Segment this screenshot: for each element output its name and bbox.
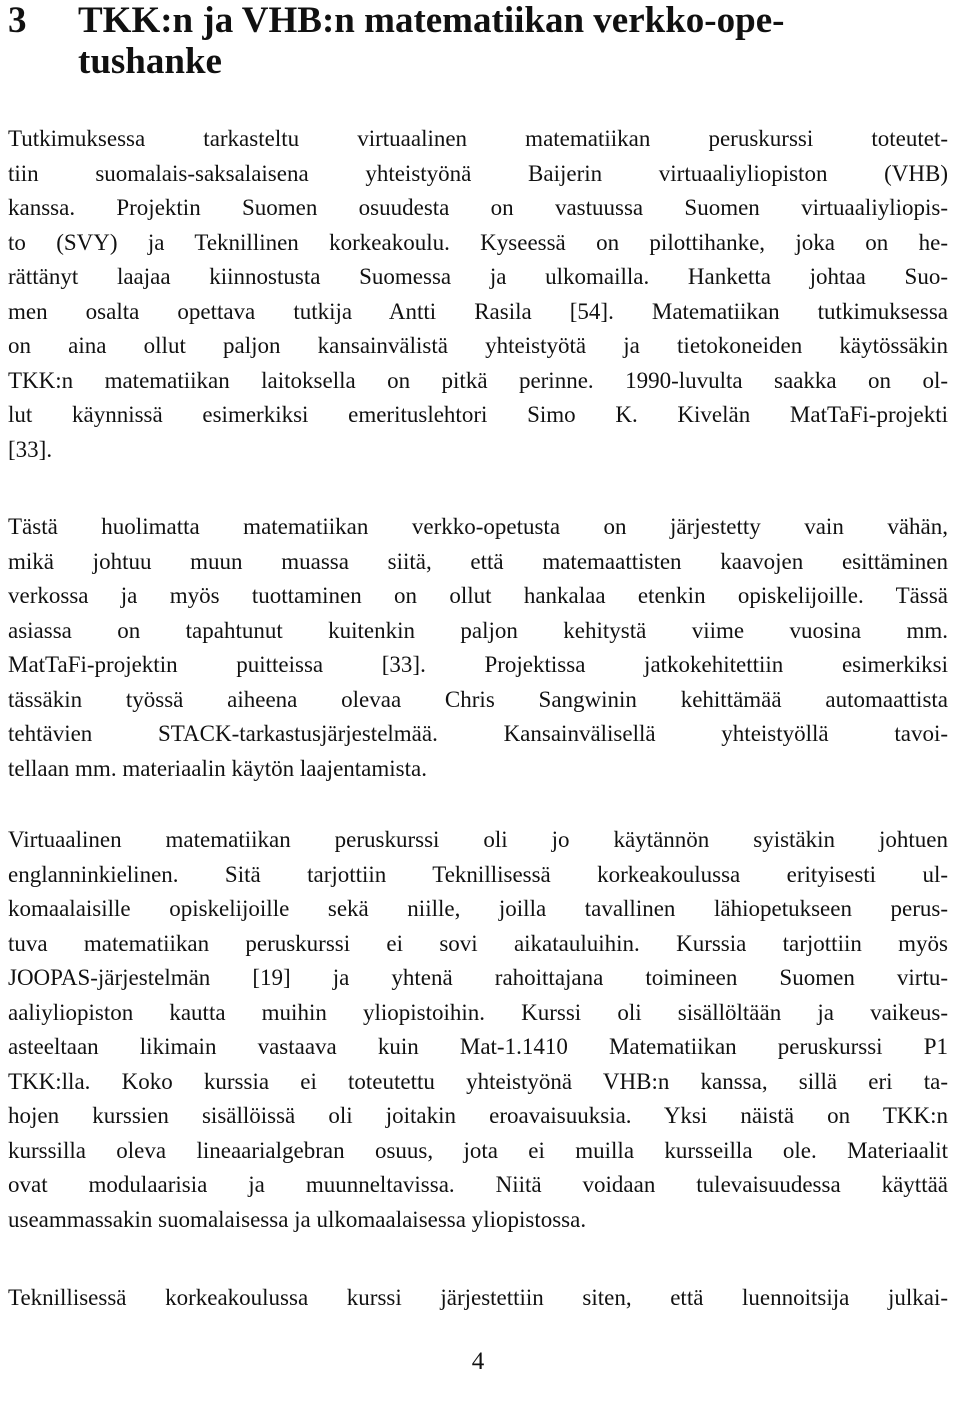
text-line: on aina ollut paljon kansainvälistä yhteistyötä ja tietokoneiden käytössäkin (8, 333, 948, 358)
text-line: TKK:n matematiikan laitoksella on pitkä perinne. 1990-luvulta saakka on ol- (8, 367, 948, 393)
paragraph-1 (8, 122, 948, 467)
text-line: lut käynnissä esimerkiksi emerituslehtori Simo K. Kivelän MatTaFi-projekti (8, 402, 948, 427)
text-line: asiassa on tapahtunut kuitenkin paljon kehitystä viime vuosina mm. (8, 617, 948, 643)
section-title (78, 0, 948, 82)
text-line: to (SVY) ja Teknillinen korkeakoulu. Kyseessä on pilottihanke, joka on he- (8, 229, 948, 255)
paragraph-3 (8, 823, 948, 1237)
text-line: mikä johtuu muun muassa siitä, että matemaattisten kaavojen esittäminen (8, 548, 948, 574)
page-number: 4 (471, 1348, 485, 1375)
text-line: tehtävien STACK-tarkastusjärjestelmää. Kansainvälisellä yhteistyöllä tavoi- (8, 721, 948, 746)
text-line: Tästä huolimatta matematiikan verkko-opetusta on järjestetty vain vähän, (8, 514, 948, 539)
text-line: ovat modulaarisia ja muunneltavissa. Niitä voidaan tulevaisuudessa käyttää (8, 1172, 948, 1197)
text-line: tuva matematiikan peruskurssi ei sovi aikatauluihin. Kurssia tarjottiin myös (8, 930, 948, 956)
text-line: useammassakin suomalaisessa ja ulkomaalaisessa yliopistossa. (8, 1206, 587, 1232)
text-line: asteeltaan likimain vastaava kuin Mat-1.1410 Matematiikan peruskurssi P1 (8, 1034, 948, 1059)
text-line: TKK:lla. Koko kurssia ei toteutettu yhteistyönä VHB:n kanssa, sillä eri ta- (8, 1068, 948, 1094)
text-line: [33]. (8, 436, 53, 462)
section-number: 3 (8, 0, 27, 41)
text-line: Teknillisessä korkeakoulussa kurssi järjestettiin siten, että luennoitsija julkai- (8, 1285, 948, 1310)
text-line: rättänyt laajaa kiinnostusta Suomessa ja ulkomailla. Hanketta johtaa Suo- (8, 264, 948, 289)
section-heading (8, 0, 948, 82)
text-line: komaalaisille opiskelijoille sekä niille, joilla tavallinen lähiopetukseen perus- (8, 896, 948, 921)
text-line: Virtuaalinen matematiikan peruskurssi oli jo käytännön syistäkin johtuen (8, 827, 948, 852)
text-line: JOOPAS-järjestelmän [19] ja yhtenä rahoittajana toimineen Suomen virtu- (8, 965, 948, 990)
text-line: hojen kurssien sisällöissä oli joitakin eroavaisuuksia. Yksi näistä on TKK:n (8, 1103, 948, 1128)
text-line: tiin suomalais-saksalaisena yhteistyönä Baijerin virtuaaliyliopiston (VHB) (8, 160, 948, 186)
paragraph-2 (8, 510, 948, 786)
document-page (8, 0, 948, 1403)
section-title-line: TKK:n ja VHB:n matematiikan verkko-ope- (78, 0, 785, 41)
paragraph-4 (8, 1281, 948, 1316)
text-line: kanssa. Projektin Suomen osuudesta on vastuussa Suomen virtuaaliyliopis- (8, 195, 948, 220)
text-line: Tutkimuksessa tarkasteltu virtuaalinen matematiikan peruskurssi toteutet- (8, 126, 948, 151)
text-line: MatTaFi-projektin puitteissa [33]. Projektissa jatkokehitettiin esimerkiksi (8, 652, 948, 677)
text-line: verkossa ja myös tuottaminen on ollut hankalaa etenkin opiskelijoille. Tässä (8, 583, 948, 608)
section-title-line: tushanke (78, 41, 222, 82)
text-line: tellaan mm. materiaalin käytön laajentamista. (8, 755, 427, 781)
text-line: englanninkielinen. Sitä tarjottiin Teknillisessä korkeakoulussa erityisesti ul- (8, 861, 948, 887)
text-line: men osalta opettava tutkija Antti Rasila [54]. Matematiikan tutkimuksessa (8, 298, 948, 324)
text-line: tässäkin työssä aiheena olevaa Chris Sangwinin kehittämää automaattista (8, 686, 948, 712)
text-line: aaliyliopiston kautta muihin yliopistoihin. Kurssi oli sisällöltään ja vaikeus- (8, 999, 948, 1025)
text-line: kurssilla oleva lineaarialgebran osuus, jota ei muilla kursseilla ole. Materiaalit (8, 1137, 948, 1163)
